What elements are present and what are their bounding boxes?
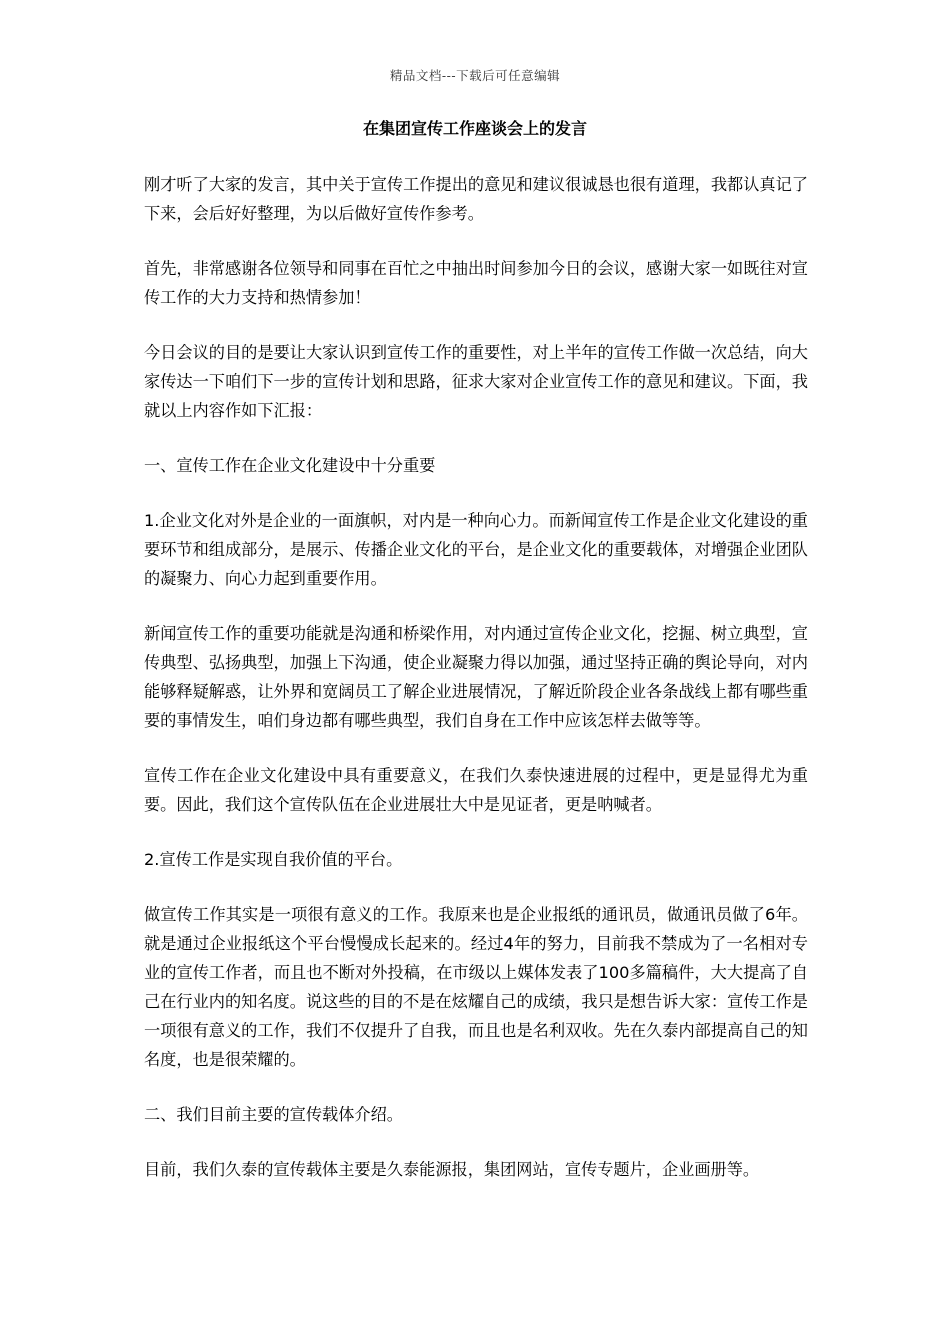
section-heading: 一、宣传工作在企业文化建设中十分重要 bbox=[144, 456, 436, 475]
document-title: 在集团宣传工作座谈会上的发言 bbox=[362, 119, 587, 138]
section-heading: 二、我们目前主要的宣传载体介绍。 bbox=[144, 1105, 403, 1124]
subsection-heading: 2.宣传工作是实现自我价值的平台。 bbox=[144, 850, 403, 869]
paragraph: 今日会议的目的是要让大家认识到宣传工作的重要性，对上半年的宣传工作做一次总结，向大家传达一下咱们下一步的宣传计划和思路，征求大家对企业宣传工作的意见和建议。下面，我就以上内容作如下汇报： bbox=[144, 343, 808, 420]
paragraph: 1.企业文化对外是企业的一面旗帜，对内是一种向心力。而新闻宣传工作是企业文化建设的重要环节和组成部分，是展示、传播企业文化的平台，是企业文化的重要载体，对增强企业团队的凝聚力、向心力起到重要作用。 bbox=[144, 511, 808, 588]
header-note: 精品文档---下载后可任意编辑 bbox=[389, 68, 561, 83]
paragraph: 宣传工作在企业文化建设中具有重要意义，在我们久泰快速进展的过程中，更是显得尤为重要。因此，我们这个宣传队伍在企业进展壮大中是见证者，更是呐喊者。 bbox=[144, 766, 808, 814]
paragraph: 目前，我们久泰的宣传载体主要是久泰能源报，集团网站，宣传专题片，企业画册等。 bbox=[144, 1160, 760, 1179]
paragraph: 新闻宣传工作的重要功能就是沟通和桥梁作用，对内通过宣传企业文化，挖掘、树立典型，宣传典型、弘扬典型，加强上下沟通，使企业凝聚力得以加强，通过坚持正确的舆论导向，对内能够释疑解惑，让外界和宽阔员工了解企业进展情况，了解近阶段企业各条战线上都有哪些重要的事情发生，咱们身边都有哪些典型，我们自身在工作中应该怎样去做等等。 bbox=[144, 624, 808, 730]
document-body bbox=[144, 170, 808, 1210]
paragraph: 做宣传工作其实是一项很有意义的工作。我原来也是企业报纸的通讯员，做通讯员做了6年。就是通过企业报纸这个平台慢慢成长起来的。经过4年的努力，目前我不禁成为了一名相对专业的宣传工作者，而且也不断对外投稿，在市级以上媒体发表了100多篇稿件，大大提高了自己在行业内的知名度。说这些的目的不是在炫耀自己的成绩，我只是想告诉大家：宣传工作是一项很有意义的工作，我们不仅提升了自我，而且也是名利双收。先在久泰内部提高自己的知名度，也是很荣耀的。 bbox=[144, 905, 808, 1069]
paragraph: 首先，非常感谢各位领导和同事在百忙之中抽出时间参加今日的会议，感谢大家一如既往对宣传工作的大力支持和热情参加！ bbox=[144, 259, 808, 307]
paragraph: 刚才听了大家的发言，其中关于宣传工作提出的意见和建议很诚恳也很有道理，我都认真记了下来，会后好好整理，为以后做好宣传作参考。 bbox=[144, 175, 808, 223]
